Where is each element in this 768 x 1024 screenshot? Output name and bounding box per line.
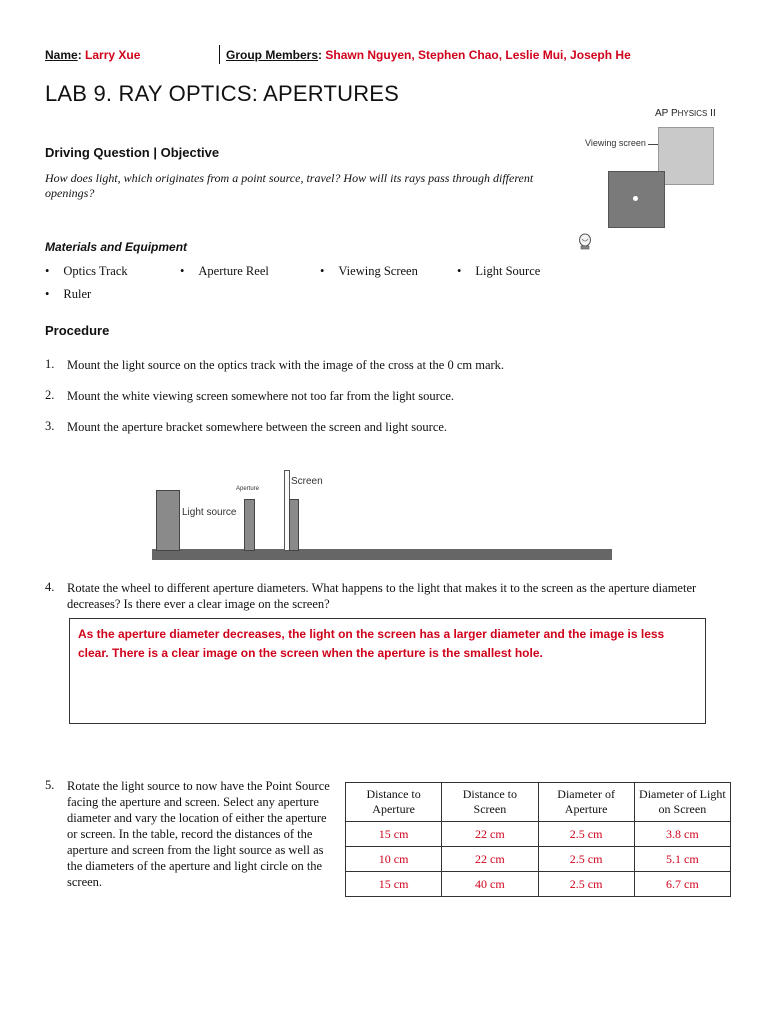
group-members-value: Shawn Nguyen, Stephen Chao, Leslie Mui, Joseph He [325, 48, 631, 62]
step-number: 2. [45, 388, 55, 402]
table-cell[interactable]: 2.5 cm [538, 872, 634, 897]
table-cell[interactable]: 6.7 cm [634, 872, 730, 897]
step4-answer-box[interactable] [69, 618, 706, 724]
name-label: Name [45, 48, 78, 62]
aperture-block [244, 499, 255, 551]
header-divider [219, 45, 220, 64]
table-cell[interactable]: 15 cm [346, 872, 442, 897]
aperture-hole [633, 196, 638, 201]
page-title: LAB 9. RAY OPTICS: APERTURES [45, 81, 400, 106]
aperture-label: Aperture [236, 486, 260, 492]
table-header: Diameter of Light on Screen [634, 783, 730, 822]
materials-item: • Optics Track [45, 264, 128, 278]
light-source-label: Light source [182, 507, 237, 518]
table-cell[interactable]: 2.5 cm [538, 822, 634, 847]
table-header: Diameter of Aperture [538, 783, 634, 822]
table-cell[interactable]: 5.1 cm [634, 847, 730, 872]
name-field: Name: Larry Xue [45, 48, 141, 62]
materials-item: • Viewing Screen [320, 264, 418, 278]
table-header-row [346, 783, 731, 822]
screen-block [289, 499, 299, 551]
table-cell[interactable]: 15 cm [346, 822, 442, 847]
viewing-screen-figure [578, 125, 738, 265]
step-number: 5. [45, 778, 55, 792]
table-cell[interactable]: 3.8 cm [634, 822, 730, 847]
step-text: Rotate the light source to now have the Point Source facing the aperture and screen. Select any aperture diameter and vary the location of either the aperture or screen. In the table, record the distances of the aperture and screen from the light source as well as the diameters of the aperture and light circle on the screen. [67, 779, 330, 889]
viewing-screen-label: Viewing screen [585, 138, 646, 148]
bulb-icon [578, 233, 592, 251]
procedure-heading: Procedure [45, 323, 110, 338]
step-text: Mount the light source on the optics track with the image of the cross at the 0 cm mark. [67, 358, 505, 372]
step-text: Mount the white viewing screen somewhere not too far from the light source. [67, 389, 455, 403]
table-row [346, 822, 731, 847]
objective-text: How does light, which originates from a point source, travel? How will its rays pass through different openings? [45, 171, 534, 200]
table-header: Distance to Screen [442, 783, 538, 822]
step-text: Rotate the wheel to different aperture diameters. What happens to the light that makes it to the screen as the aperture diameter decreases? Is there ever a clear image on the screen? [67, 581, 697, 611]
setup-diagram [150, 455, 615, 565]
materials-item: • Aperture Reel [180, 264, 269, 278]
viewing-screen-panel [658, 127, 714, 185]
table-cell[interactable]: 40 cm [442, 872, 538, 897]
materials-item: • Light Source [457, 264, 541, 278]
group-members-label: Group Members [226, 48, 319, 62]
step-text: Mount the aperture bracket somewhere between the screen and light source. [67, 420, 448, 434]
materials-item: • Ruler [45, 287, 92, 301]
optics-track [152, 549, 612, 560]
group-members-field: Group Members: Shawn Nguyen, Stephen Chao, Leslie Mui, Joseph He [226, 48, 631, 62]
step-number: 1. [45, 357, 55, 371]
table-cell[interactable]: 2.5 cm [538, 847, 634, 872]
step4-answer-text: As the aperture diameter decreases, the light on the screen has a larger diameter and the image is less clear. There is a clear image on the screen when the aperture is the smallest hole. [78, 627, 665, 660]
light-source-block [156, 490, 180, 551]
step-number: 3. [45, 419, 55, 433]
table-header: Distance to Aperture [346, 783, 442, 822]
screen-label: Screen [291, 476, 323, 487]
table-cell[interactable]: 22 cm [442, 822, 538, 847]
table-row [346, 847, 731, 872]
data-table [345, 782, 731, 897]
table-cell[interactable]: 22 cm [442, 847, 538, 872]
table-row [346, 872, 731, 897]
table-cell[interactable]: 10 cm [346, 847, 442, 872]
materials-heading: Materials and Equipment [45, 240, 188, 254]
objective-heading: Driving Question | Objective [45, 145, 220, 160]
name-value: Larry Xue [85, 48, 141, 62]
course-label: AP PHYSICS II [655, 108, 716, 119]
step-number: 4. [45, 580, 55, 594]
